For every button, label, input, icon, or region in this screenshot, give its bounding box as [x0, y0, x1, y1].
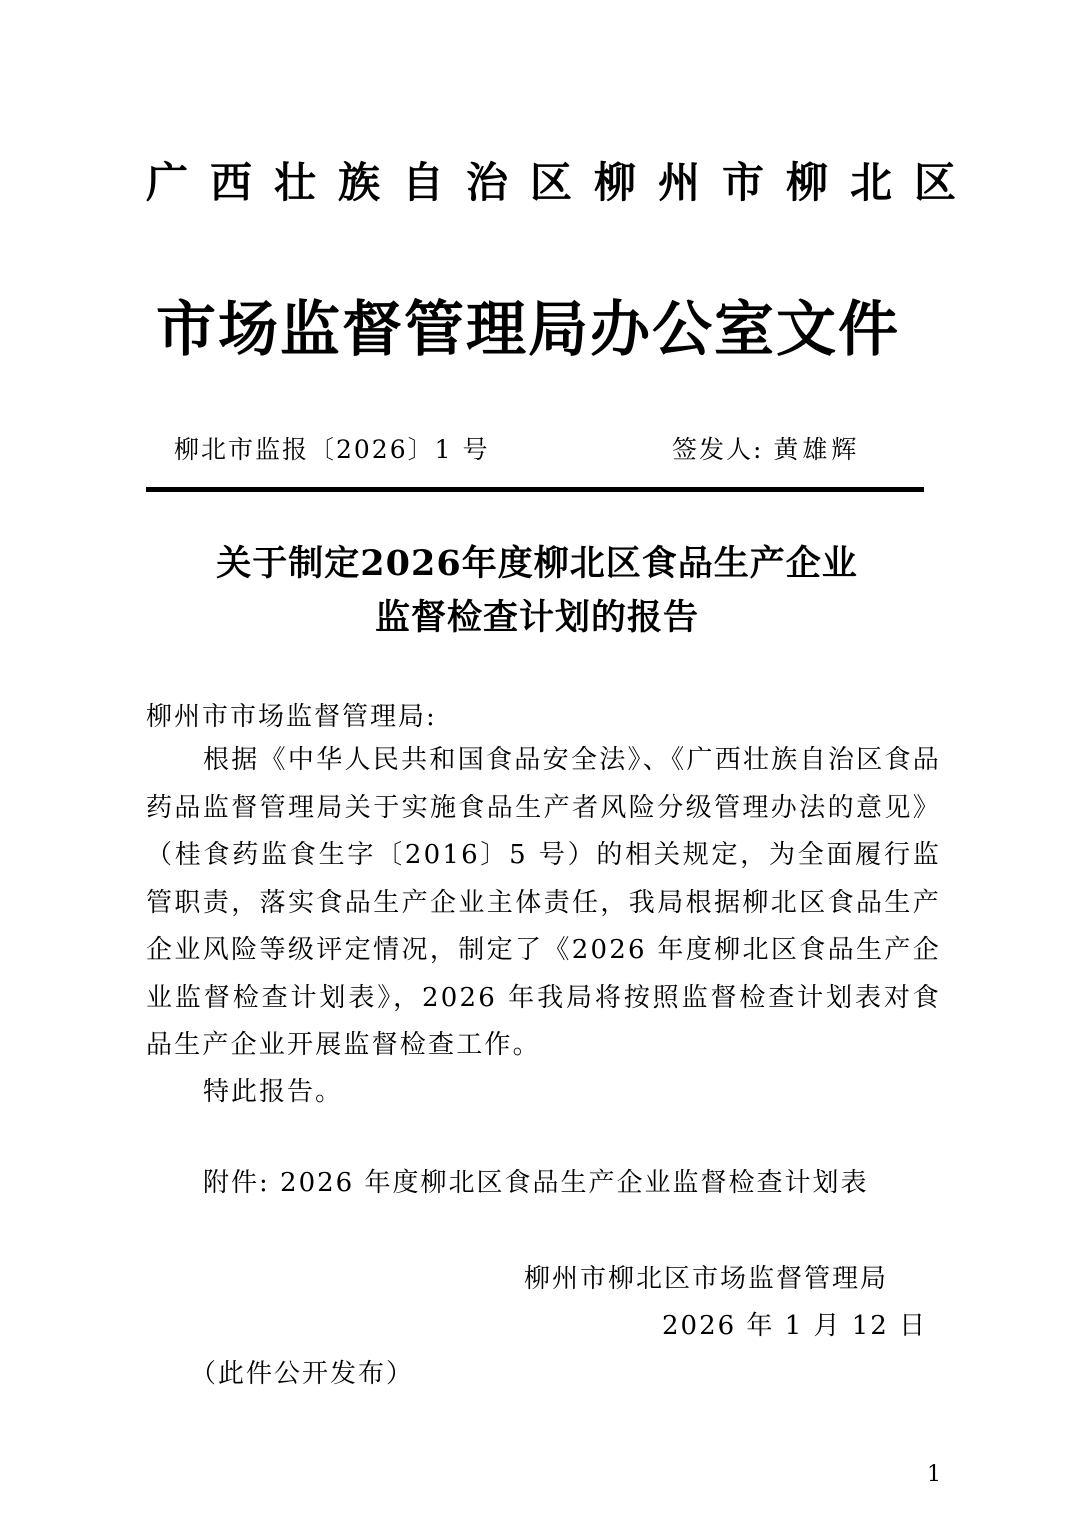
report-title-line2: 监督检查计划的报告 — [374, 597, 699, 638]
signer-label: 签发人: — [672, 435, 764, 464]
header-divider — [146, 487, 924, 492]
body-paragraph: 根据《中华人民共和国食品安全法》、《广西壮族自治区食品药品监督管理局关于实施食品生产者风险分级管理办法的意见》（桂食药监食生字〔2016〕5 号）的相关规定，为全面履行监管职责，落实食品生产企业主体责任，我局根据柳北区食品生产企业风险等级评定情况，制定了《2026 年度柳北区食品生产企业监督检查计划表》，2026 年我局将按照监督检查计划表对食品生产企业开展监督检查工作。 — [146, 745, 941, 1060]
signer — [672, 430, 860, 466]
signature-date: 2026 年 1 月 12 日 — [662, 1311, 928, 1341]
issuing-organization-line1: 广西壮族自治区柳州市柳北区 — [146, 158, 979, 207]
report-title-line1: 关于制定2026年度柳北区食品生产企业 — [216, 543, 858, 584]
signature-organization: 柳州市柳北区市场监督管理局 — [524, 1264, 889, 1294]
disclosure-note: （此件公开发布） — [190, 1359, 415, 1389]
page-number: 1 — [927, 1462, 941, 1487]
closing-remark: 特此报告。 — [203, 1077, 344, 1107]
attachment-note: 附件: 2026 年度柳北区食品生产企业监督检查计划表 — [203, 1168, 869, 1198]
signer-name: 黄雄辉 — [773, 435, 861, 464]
document-number: 柳北市监报〔2026〕1 号 — [174, 435, 490, 464]
salutation: 柳州市市场监督管理局: — [146, 702, 437, 732]
issuing-organization-line2: 市场监督管理局办公室文件 — [156, 295, 900, 365]
